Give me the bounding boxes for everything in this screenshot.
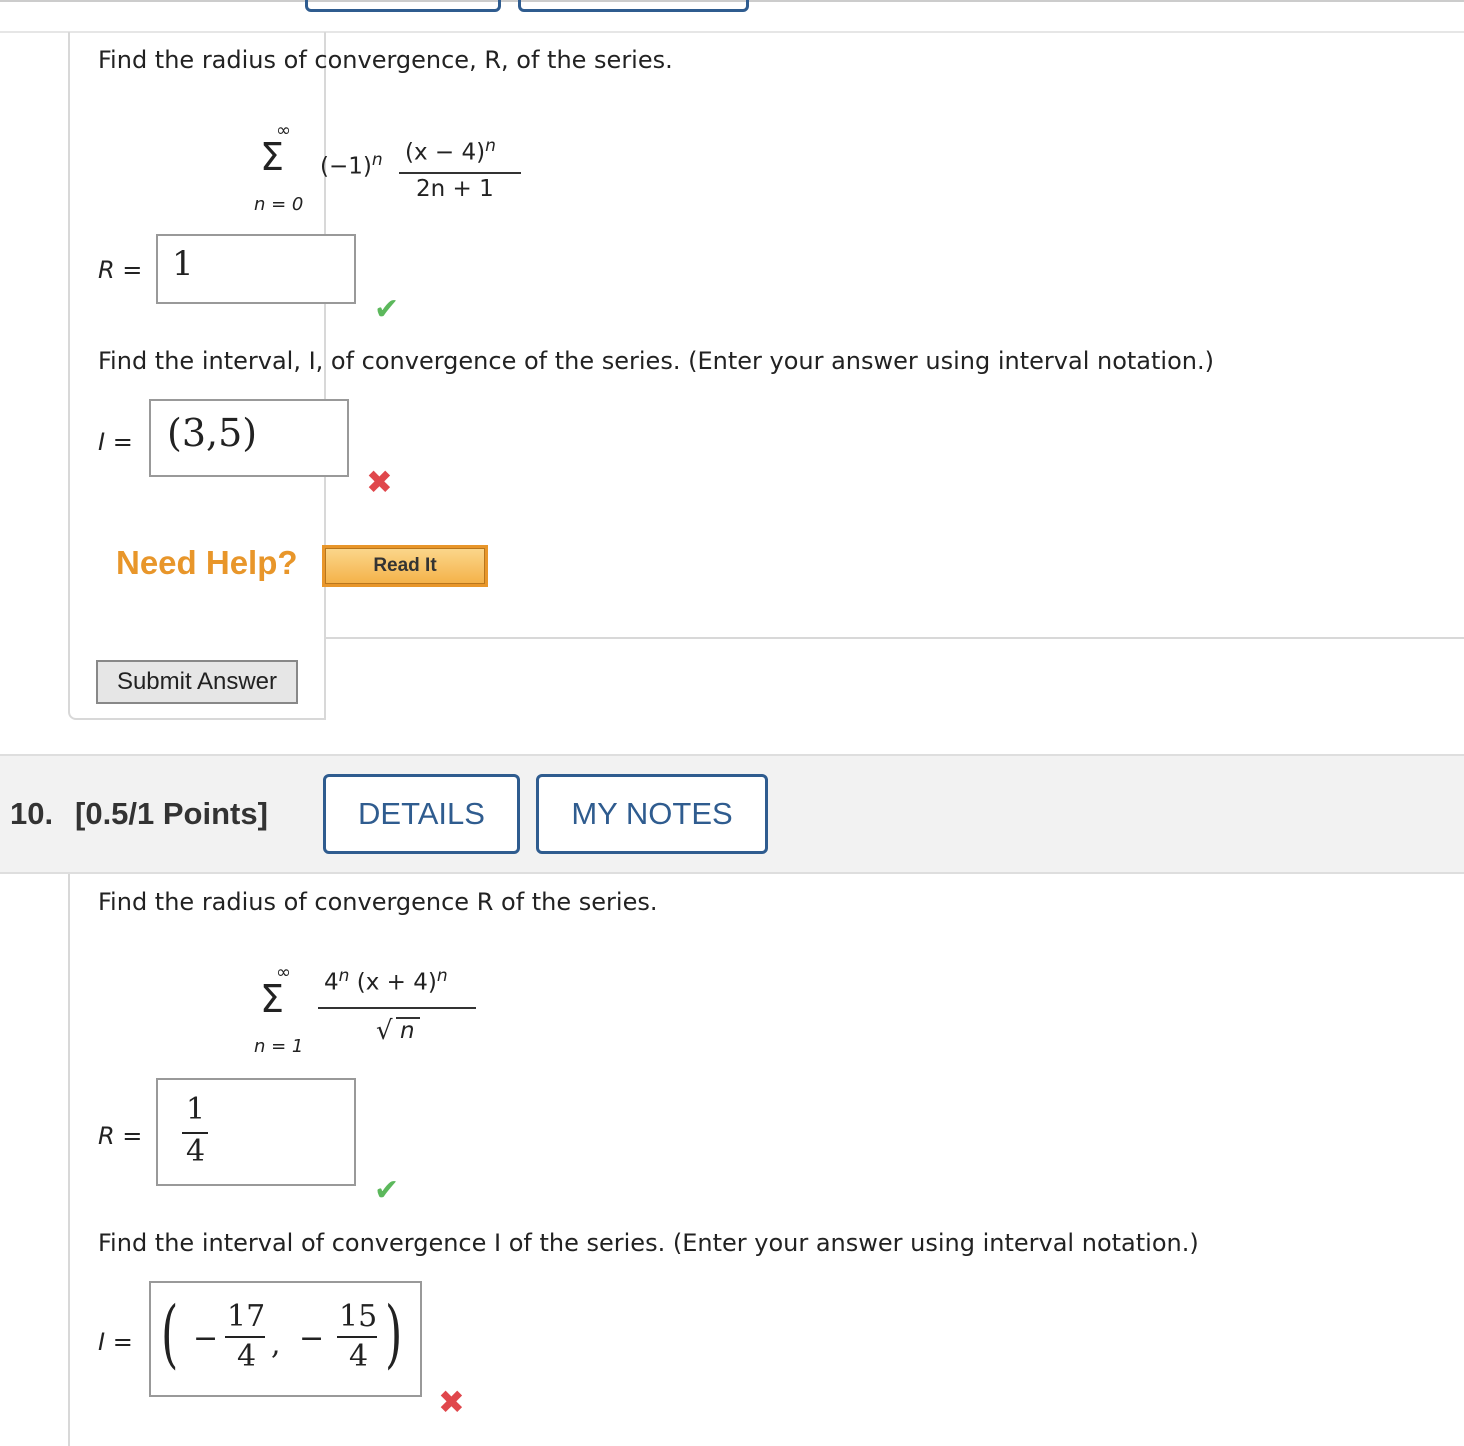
panel-bottom-line <box>326 637 1464 639</box>
q9-interval-prompt: Find the interval, I, of convergence of the series. (Enter your answer using interval notation.) <box>98 347 1214 375</box>
q10-r-label <box>98 1122 142 1150</box>
prev-notes-button-edge[interactable] <box>518 0 749 12</box>
question-10-number: 10. <box>10 796 54 831</box>
series-numerator <box>405 136 496 166</box>
submit-answer-button[interactable]: Submit Answer <box>96 660 298 704</box>
q9-i-answer-box[interactable] <box>149 399 349 477</box>
coef-text: (−1) <box>320 153 372 180</box>
r-frac-num: 1 <box>186 1092 206 1127</box>
q10-r-answer-box[interactable] <box>156 1078 356 1186</box>
r-frac-den: 4 <box>186 1134 206 1169</box>
num-paren-exp: n <box>436 966 448 986</box>
num-base: 4 <box>324 969 339 996</box>
details-button[interactable]: DETAILS <box>323 774 520 854</box>
sigma-icon: Σ <box>260 135 285 179</box>
right-bar <box>337 1336 377 1338</box>
check-icon: ✔ <box>374 292 400 327</box>
sum-lower: n = 1 <box>254 1036 304 1057</box>
q9-r-answer-value: 1 <box>172 244 194 284</box>
q9-i-answer-value: (3,5) <box>167 411 258 455</box>
numerator-exp: n <box>485 136 496 156</box>
sigma-icon: Σ <box>260 977 285 1021</box>
fraction-bar <box>318 1007 476 1009</box>
read-it-button[interactable] <box>322 545 488 587</box>
coef-exp: n <box>371 150 383 170</box>
right-sign: − <box>299 1321 325 1356</box>
i-label-text: I = <box>98 1328 133 1356</box>
comma: , <box>271 1327 281 1362</box>
q10-i-answer-box[interactable] <box>149 1281 422 1397</box>
left-sign: − <box>193 1321 219 1356</box>
num-paren: (x + 4) <box>356 969 437 996</box>
sum-lower: n = 0 <box>254 194 304 215</box>
series-denominator: 2n + 1 <box>416 176 494 202</box>
right-paren: ) <box>385 1291 403 1377</box>
need-help-label: Need Help? <box>116 544 298 581</box>
question-10-points: [0.5/1 Points] <box>75 796 268 831</box>
sum-upper: ∞ <box>276 120 291 141</box>
radical-sign: √ <box>376 1016 393 1046</box>
right-den: 4 <box>349 1339 369 1374</box>
q10-i-label <box>98 1328 133 1356</box>
q9-i-label <box>98 428 133 456</box>
r-label-text: R = <box>98 1122 143 1150</box>
prev-details-button-edge[interactable] <box>305 0 501 12</box>
series-numerator <box>324 966 448 996</box>
numerator-text: (x − 4) <box>405 139 486 166</box>
check-icon: ✔ <box>374 1173 400 1208</box>
left-bar <box>225 1336 265 1338</box>
read-it-label: Read It <box>325 548 485 584</box>
sum-upper: ∞ <box>276 962 291 983</box>
q9-series <box>250 120 550 220</box>
i-label-text: I = <box>98 428 133 456</box>
q10-series <box>250 962 510 1062</box>
my-notes-button[interactable]: MY NOTES <box>536 774 768 854</box>
cross-icon: ✖ <box>366 463 393 501</box>
series-coef <box>320 150 383 180</box>
radicand: n <box>400 1018 415 1044</box>
right-num: 15 <box>339 1299 378 1334</box>
q9-r-label <box>98 256 142 284</box>
left-den: 4 <box>237 1339 257 1374</box>
cross-icon: ✖ <box>438 1383 465 1421</box>
r-label-text: R = <box>98 256 143 284</box>
num-base-exp: n <box>338 966 350 986</box>
q10-radius-prompt: Find the radius of convergence R of the series. <box>98 888 658 916</box>
question-10-panel-rule <box>68 874 70 1446</box>
fraction-bar <box>399 172 521 174</box>
left-num: 17 <box>227 1299 266 1334</box>
left-paren: ( <box>161 1291 179 1377</box>
q10-interval-prompt: Find the interval of convergence I of the series. (Enter your answer using interval notation.) <box>98 1229 1199 1257</box>
q9-radius-prompt: Find the radius of convergence, R, of the series. <box>98 46 673 74</box>
q9-r-answer-box[interactable] <box>156 234 356 304</box>
